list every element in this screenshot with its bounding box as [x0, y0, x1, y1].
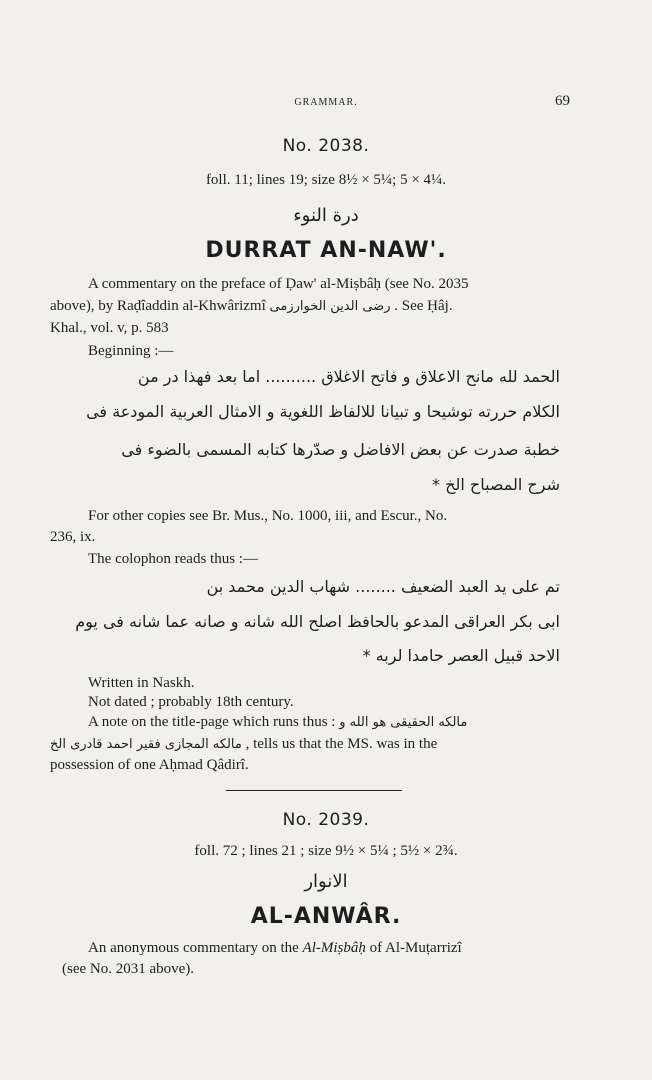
arabic-title: الانوار: [304, 871, 348, 892]
note-text: A note on the title-page which runs thus :: [88, 714, 336, 730]
description-text: An anonymous commentary on the: [88, 940, 303, 956]
entry-number: No. 2038.: [282, 136, 370, 156]
description-text: of Al-Muṭarrizî: [365, 940, 462, 956]
title-page-note: [50, 736, 560, 753]
colophon-arabic-line: تم على يد العبد الضعيف ........ شهاب الدين محمد بن: [206, 577, 560, 596]
beginning-arabic-line: الحمد لله مانح الاعلاق و فاتح الاغلاق .......... اما بعد فهذا در من: [137, 367, 560, 386]
beginning-arabic-line: الكلام حررته توشيحا و تبيانا للالفاظ اللغوية و الامثال العربية المودعة فى: [86, 402, 560, 421]
description-line: (see No. 2031 above).: [62, 961, 195, 977]
collation: foll. 11; lines 19; size 8½ × 5¼; 5 × 4¼.: [205, 172, 447, 188]
work-title: Al-Miṣbâḥ: [302, 940, 366, 956]
script-note: Written in Naskh.: [88, 675, 195, 691]
beginning-label: Beginning :—: [88, 343, 174, 359]
arabic-title: درة النوء: [293, 205, 359, 226]
colophon-label: The colophon reads thus :—: [88, 551, 258, 567]
beginning-arabic-line: خطبة صدرت عن بعض الافاضل و صدّرها كتابه المسمى بالضوء فى: [121, 440, 560, 459]
note-text: , tells us that the MS. was in the: [245, 736, 438, 752]
copies-line: For other copies see Br. Mus., No. 1000, iii, and Escur., No.: [88, 508, 448, 524]
description-line: [50, 298, 560, 315]
copies-line: 236, ix.: [50, 529, 96, 545]
collation: foll. 72 ; lines 21 ; size 9½ × 5¼ ; 5½ × 2¾.: [194, 843, 458, 859]
colophon-arabic-line: الاحد قبيل العصر حامدا لربه *: [362, 646, 560, 665]
description-line: A commentary on the preface of Ḍaw' al-Miṣbâḥ (see No. 2035: [88, 276, 469, 292]
colophon-arabic-line: ابى بكر العراقى المدعو بالحافظ اصلح الله شانه و صانه عما شانه فى يوم: [75, 612, 560, 631]
title-page-note: possession of one Aḥmad Qâdirî.: [50, 757, 249, 773]
entry-title: AL-ANWÂR.: [250, 904, 402, 929]
note-arabic: مالكه الحقيقى هو الله و: [339, 715, 468, 730]
title-page-note: [50, 714, 560, 731]
date-note: Not dated ; probably 18th century.: [88, 694, 294, 710]
entry-number: No. 2039.: [282, 810, 370, 830]
description-text: above), by Raḍîaddin al-Khwârizmî: [50, 298, 266, 314]
description-line: [50, 940, 560, 957]
entry-title: DURRAT AN-NAW'.: [205, 238, 447, 263]
running-head: GRAMMAR.: [294, 97, 358, 108]
section-divider: [226, 790, 402, 791]
description-line: Khal., vol. v, p. 583: [50, 320, 169, 336]
description-text: . See Ḥâj.: [394, 298, 453, 314]
author-name-arabic: رضى الدين الخوارزمى: [269, 299, 391, 314]
beginning-arabic-line: شرح المصباح الخ *: [432, 475, 560, 494]
note-arabic: مالكه المجازى فقير احمد قادرى الخ: [50, 737, 242, 752]
page-number: 69: [555, 93, 570, 109]
